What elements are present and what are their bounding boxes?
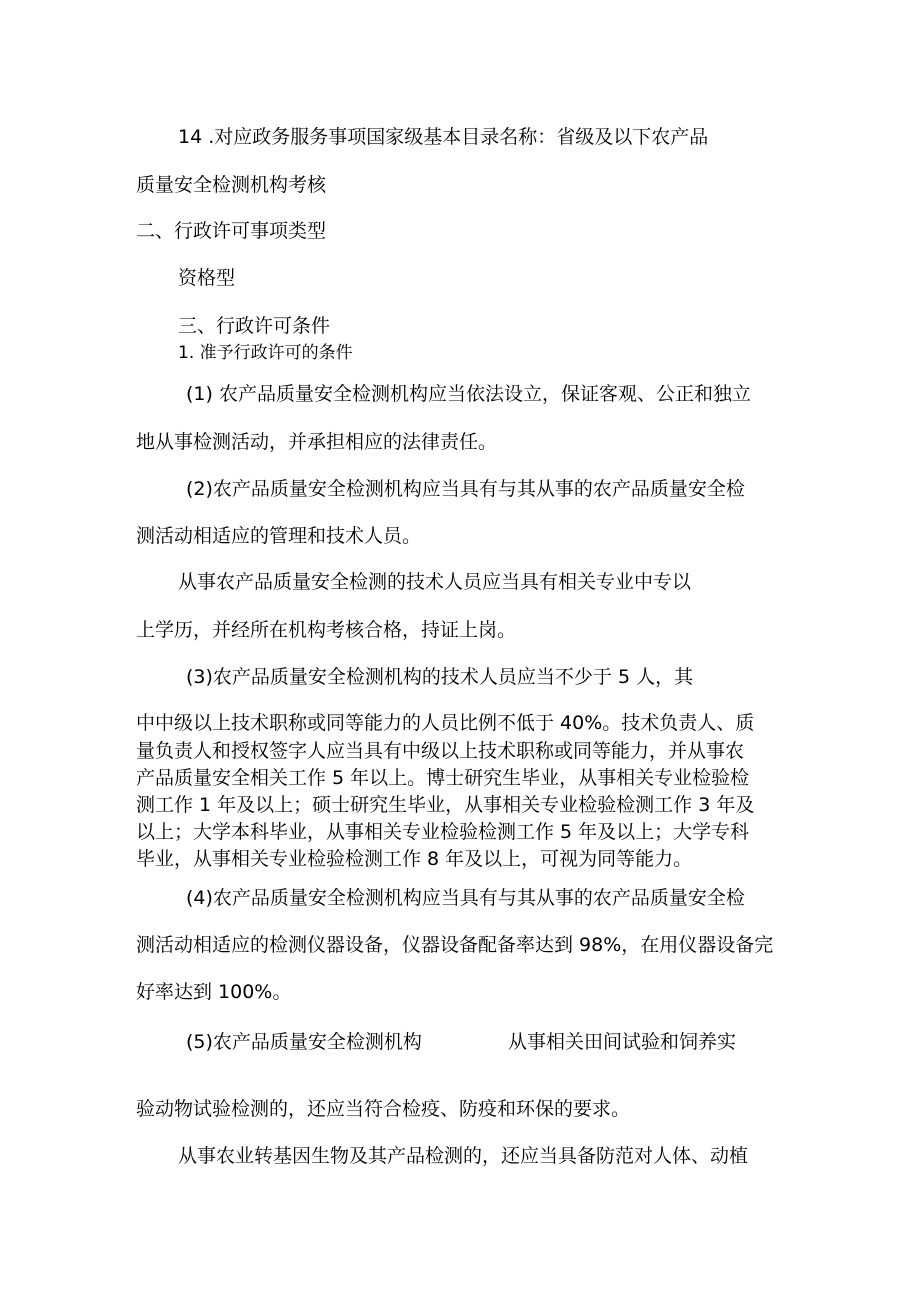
condition-5-line-3: 从事农业转基因生物及其产品检测的，还应当具备防范对人体、动植 [178, 1145, 749, 1167]
condition-2-line-3: 从事农产品质量安全检测的技术人员应当具有相关专业中专以 [178, 571, 692, 593]
condition-1-line-2: 地从事检测活动，并承担相应的法律责任。 [136, 431, 498, 453]
condition-5-line-1-left: (5)农产品质量安全检测机构 [186, 1031, 422, 1053]
condition-3-line-2: 中中级以上技术职称或同等能力的人员比例不低于 40%。技术负责人、质 [136, 712, 755, 734]
subsection-heading-grant-conditions: 1. 准予行政许可的条件 [178, 343, 353, 363]
condition-4-line-1: (4)农产品质量安全检测机构应当具有与其从事的农产品质量安全检 [186, 887, 745, 909]
section-heading-type: 二、行政许可事项类型 [136, 220, 327, 242]
condition-4-line-2: 测活动相适应的检测仪器设备，仪器设备配备率达到 98%，在用仪器设备完 [136, 934, 774, 956]
condition-3-line-1: (3)农产品质量安全检测机构的技术人员应当不少于 5 人，其 [186, 666, 694, 688]
condition-3-line-4: 产品质量安全相关工作 5 年以上。博士研究生毕业，从事相关专业检验检 [136, 767, 750, 789]
condition-3-line-6: 以上；大学本科毕业，从事相关专业检验检测工作 5 年及以上；大学专科 [136, 821, 750, 843]
condition-1-line-1: (1) 农产品质量安全检测机构应当依法设立，保证客观、公正和独立 [186, 383, 751, 405]
condition-4-line-3: 好率达到 100%。 [136, 981, 292, 1003]
catalog-name-line-1: 14 .对应政务服务事项国家级基本目录名称：省级及以下农产品 [178, 126, 709, 148]
condition-5-line-1-right: 从事相关田间试验和饲养实 [508, 1031, 737, 1053]
condition-5-line-2: 验动物试验检测的，还应当符合检疫、防疫和环保的要求。 [136, 1098, 631, 1120]
catalog-name-line-2: 质量安全检测机构考核 [136, 174, 327, 196]
section-heading-conditions: 三、行政许可条件 [178, 315, 331, 337]
condition-2-line-1: (2)农产品质量安全检测机构应当具有与其从事的农产品质量安全检 [186, 478, 745, 500]
condition-3-line-5: 测工作 1 年及以上；硕士研究生毕业，从事相关专业检验检测工作 3 年及 [136, 794, 755, 816]
permit-type-value: 资格型 [178, 267, 236, 289]
condition-2-line-2: 测活动相适应的管理和技术人员。 [136, 525, 422, 547]
condition-3-line-7: 毕业，从事相关专业检验检测工作 8 年及以上，可视为同等能力。 [136, 848, 693, 870]
condition-3-line-3: 量负责人和授权签字人应当具有中级以上技术职称或同等能力，并从事农 [136, 740, 745, 762]
condition-2-line-4: 上学历，并经所在机构考核合格，持证上岗。 [136, 619, 517, 641]
